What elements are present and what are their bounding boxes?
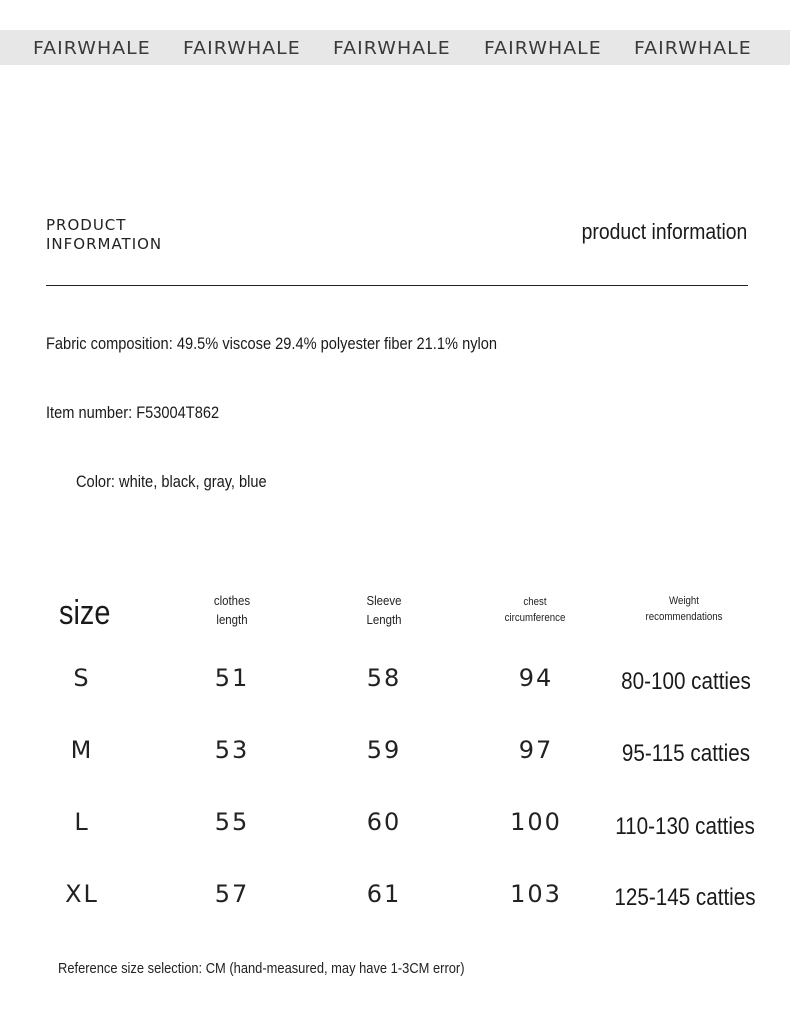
section-label-line: INFORMATION [46, 235, 163, 253]
section-label [46, 216, 162, 254]
sleeve-cell: 61 [366, 880, 402, 908]
divider [46, 285, 748, 286]
brand-logo-text: FAIRWHALE [634, 38, 752, 59]
sleeve-length-header [349, 591, 419, 629]
fabric-composition: Fabric composition: 49.5% viscose 29.4% polyester fiber 21.1% nylon [46, 334, 498, 353]
size-cell: S [73, 664, 91, 692]
length-cell: 53 [214, 736, 250, 764]
sleeve-cell: 60 [366, 808, 402, 836]
brand-strip [0, 30, 790, 65]
brand-logo-text: FAIRWHALE [484, 38, 602, 59]
length-cell: 57 [214, 880, 250, 908]
weight-cell: 110-130 catties [615, 813, 755, 840]
color-options: Color: white, black, gray, blue [76, 472, 267, 491]
sleeve-cell: 59 [366, 736, 402, 764]
section-label-line: PRODUCT [46, 216, 127, 234]
clothes-length-header [197, 591, 267, 629]
size-cell: M [70, 736, 94, 764]
length-cell: 51 [214, 664, 250, 692]
weight-cell: 80-100 catties [621, 668, 751, 695]
section-title: product information [581, 219, 747, 244]
size-column-header: size [59, 594, 111, 632]
header-line: chest [523, 596, 547, 608]
header-line: recommendations [645, 611, 723, 623]
weight-cell: 95-115 catties [621, 740, 751, 767]
size-cell: XL [65, 880, 99, 908]
item-number: Item number: F53004T862 [46, 403, 220, 422]
header-line: Sleeve [366, 593, 402, 608]
chest-cell: 97 [518, 736, 554, 764]
chest-cell: 103 [510, 880, 562, 908]
brand-logo-text: FAIRWHALE [183, 38, 301, 59]
header-line: Weight [669, 595, 699, 607]
header-line: clothes [213, 593, 251, 608]
weight-cell: 125-145 catties [614, 884, 756, 911]
size-cell: L [74, 808, 90, 836]
length-cell: 55 [214, 808, 250, 836]
chest-cell: 94 [518, 664, 554, 692]
chest-cell: 100 [510, 808, 562, 836]
weight-recommendations-header [631, 593, 737, 625]
brand-logo-text: FAIRWHALE [333, 38, 451, 59]
header-line: circumference [504, 612, 566, 624]
chest-circumference-header [487, 594, 584, 626]
header-line: Length [366, 612, 402, 627]
sleeve-cell: 58 [366, 664, 402, 692]
brand-logo-text: FAIRWHALE [33, 38, 151, 59]
reference-note: Reference size selection: CM (hand-measured, may have 1-3CM error) [58, 960, 465, 977]
header-line: length [216, 612, 248, 627]
